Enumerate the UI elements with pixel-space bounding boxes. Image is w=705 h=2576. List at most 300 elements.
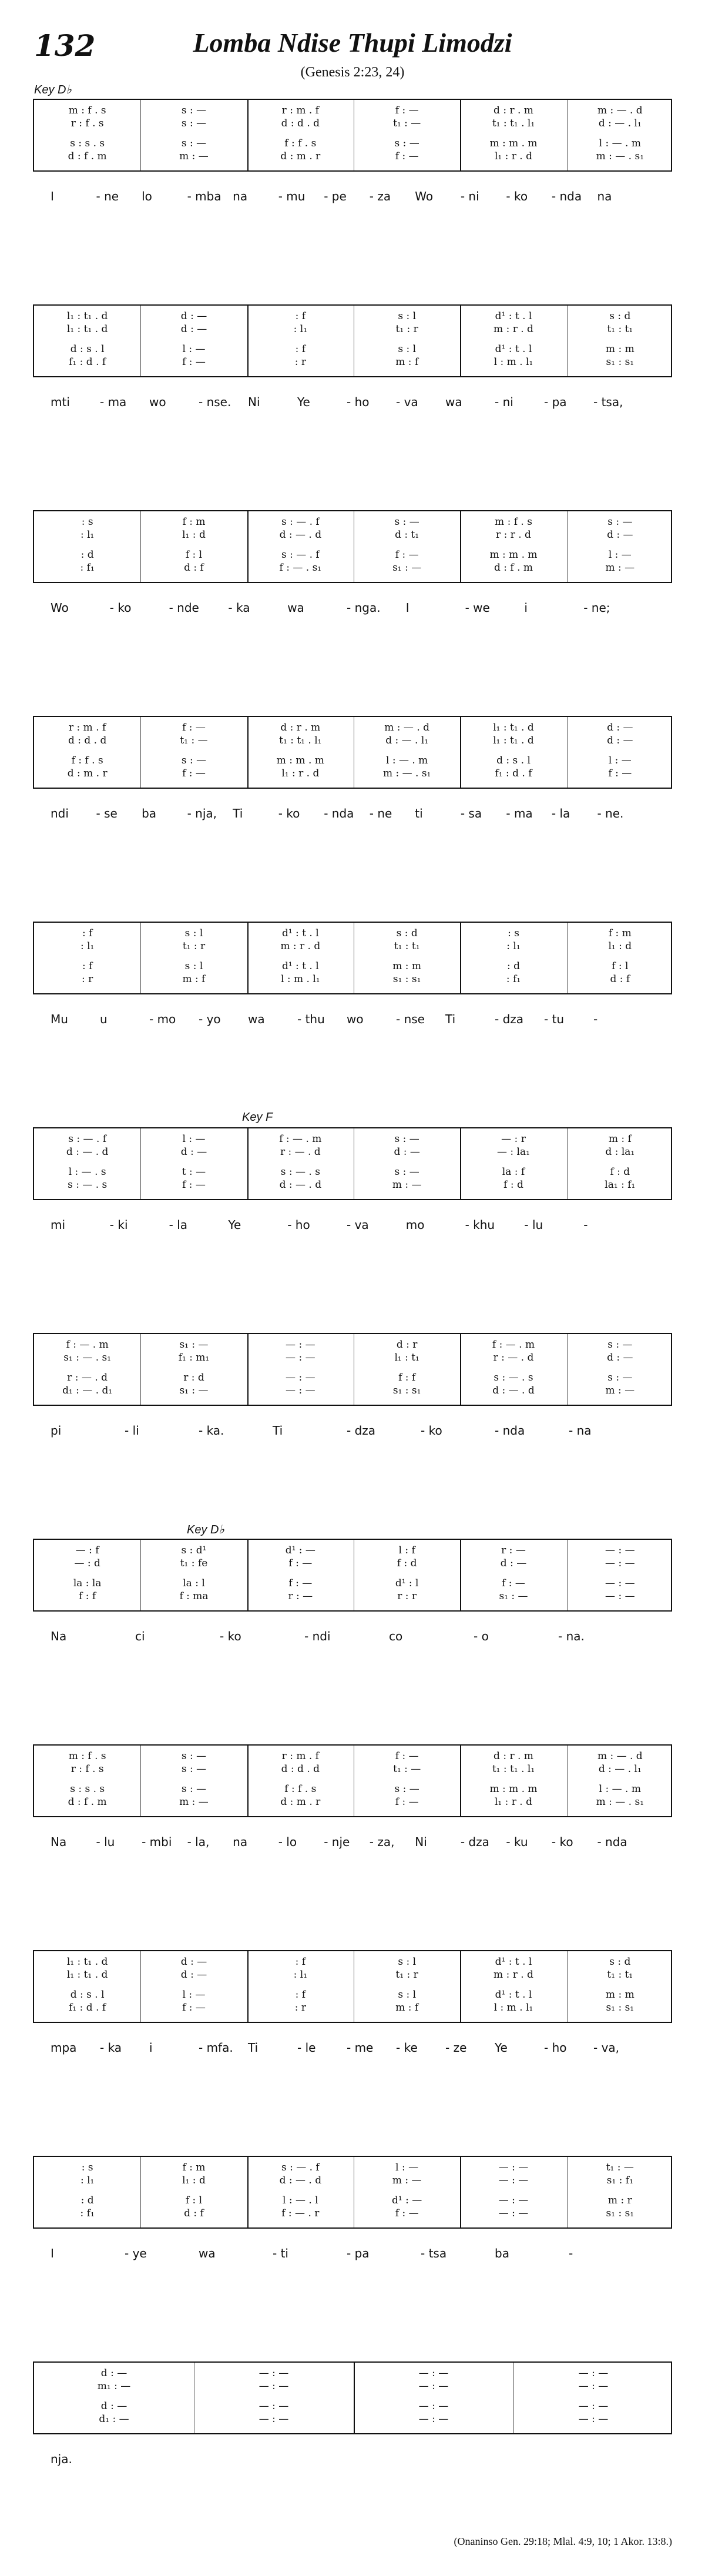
solfa-cell: — : — xyxy=(418,2380,449,2392)
solfa-cell: t₁ : — xyxy=(606,2162,634,2173)
lyric-syllable: - ku xyxy=(506,1835,528,1849)
solfa-cell: s₁ : s₁ xyxy=(606,356,634,368)
solfa-cell: d : — . d xyxy=(279,1179,322,1191)
solfa-cell: d : — xyxy=(180,1969,207,1981)
solfa-cell: m : — . d xyxy=(384,722,430,733)
solfa-cell: — : — xyxy=(578,2380,609,2392)
solfa-cell: — : — xyxy=(418,2413,449,2425)
lyric-syllable: - za, xyxy=(369,1835,395,1849)
solfa-cell: s : — xyxy=(607,1372,633,1384)
solfa-cell: m : — . s₁ xyxy=(596,1796,644,1808)
solfa-cell: — : — xyxy=(418,2400,449,2412)
solfa-cell: f : l xyxy=(185,2195,203,2206)
lyric-syllable: lo xyxy=(142,189,152,203)
music-system xyxy=(33,510,672,583)
solfa-cell: s₁ : s₁ xyxy=(392,973,421,985)
solfa-cell: s : — . f xyxy=(281,516,320,528)
solfa-cell: : f xyxy=(82,960,93,972)
lyric-syllable: mti xyxy=(51,395,70,409)
voice-row xyxy=(34,2002,671,2015)
solfa-cell: l₁ : d xyxy=(182,2175,206,2186)
solfa-cell: s : — xyxy=(607,516,633,528)
solfa-cell: s : — . f xyxy=(281,2162,320,2173)
solfa-cell: d : f . m xyxy=(68,1796,107,1808)
lyric-syllable: - ko xyxy=(421,1423,442,1438)
solfa-cell: t₁ : — xyxy=(180,735,208,746)
solfa-cell: d¹ : t . l xyxy=(281,960,319,972)
lyric-syllable: Ye xyxy=(495,2041,508,2055)
solfa-cell: s₁ : s₁ xyxy=(392,1385,421,1396)
solfa-cell: f₁ : d . f xyxy=(495,768,532,779)
lyric-syllable: - la xyxy=(551,806,570,820)
lyrics-line xyxy=(33,2452,672,2472)
lyric-syllable: - pe xyxy=(324,189,347,203)
solfa-cell: l₁ : t₁ . d xyxy=(493,735,534,746)
solfa-cell: — : — xyxy=(286,1352,315,1364)
voice-row xyxy=(34,2380,671,2393)
solfa-cell: l : — xyxy=(608,755,632,766)
solfa-cell: : f₁ xyxy=(80,2207,95,2219)
solfa-cell: f : — . r xyxy=(281,2207,320,2219)
solfa-cell: m : r . d xyxy=(494,1969,533,1981)
solfa-cell: f : f . s xyxy=(284,1783,317,1795)
solfa-cell: d : m . r xyxy=(280,1796,321,1808)
music-system xyxy=(33,1333,672,1406)
lyric-syllable: - o xyxy=(474,1629,489,1643)
solfa-cell: t₁ : r xyxy=(395,323,418,335)
solfa-cell: s : — xyxy=(181,755,207,766)
solfa-cell: f : — xyxy=(182,722,206,733)
lyric-syllable: - pa xyxy=(347,2246,370,2260)
solfa-cell: f : — xyxy=(395,2207,419,2219)
solfa-cell: d : — xyxy=(607,722,633,733)
lyric-syllable: - ke xyxy=(396,2041,418,2055)
solfa-cell: f₁ : d . f xyxy=(69,2002,106,2014)
solfa-cell: : f xyxy=(295,310,306,322)
voice-row xyxy=(34,562,671,575)
solfa-cell: t₁ : t₁ xyxy=(607,323,633,335)
solfa-cell: — : — xyxy=(286,1339,315,1351)
lyric-syllable: co xyxy=(389,1629,403,1643)
solfa-cell: m : f . s xyxy=(495,516,532,528)
lyric-syllable: Ti xyxy=(273,1423,283,1438)
solfa-cell: s : l xyxy=(184,960,203,972)
solfa-cell: l₁ : r . d xyxy=(494,1796,532,1808)
lyric-syllable: - ho xyxy=(347,395,370,409)
solfa-cell: s : d¹ xyxy=(181,1545,207,1556)
solfa-cell: s : s . s xyxy=(70,1783,105,1795)
solfa-cell: m : f xyxy=(395,356,419,368)
voice-row xyxy=(34,1179,671,1192)
lyric-syllable: Ti xyxy=(248,2041,258,2055)
lyric-syllable: wa xyxy=(199,2246,216,2260)
solfa-cell: s : l xyxy=(398,310,417,322)
voice-row xyxy=(34,1577,671,1590)
lyric-syllable: - lu xyxy=(96,1835,115,1849)
lyric-syllable: wo xyxy=(149,395,166,409)
solfa-cell: l : — . s xyxy=(68,1166,106,1178)
lyric-syllable: - ni xyxy=(460,189,479,203)
lyric-syllable: - se xyxy=(96,806,118,820)
solfa-cell: : f₁ xyxy=(80,562,95,574)
voice-row xyxy=(34,1956,671,1969)
lyric-syllable: mo xyxy=(405,1218,425,1232)
lyric-syllable: - ne xyxy=(96,189,119,203)
lyric-syllable: - ko xyxy=(551,1835,573,1849)
solfa-cell: d : — xyxy=(180,310,207,322)
lyric-syllable: Wo xyxy=(415,189,434,203)
lyric-syllable: - xyxy=(583,1218,588,1232)
solfa-cell: : s xyxy=(81,516,93,528)
solfa-cell: f : — . m xyxy=(492,1339,535,1351)
voice-row xyxy=(34,1352,671,1365)
solfa-cell: l₁ : t₁ . d xyxy=(66,1956,108,1968)
solfa-cell: : f xyxy=(295,1956,306,1968)
solfa-cell: — : — xyxy=(286,1385,315,1396)
solfa-cell: d : — xyxy=(394,1146,420,1158)
solfa-cell: s : — xyxy=(181,1763,207,1775)
lyric-syllable: - nse. xyxy=(199,395,231,409)
solfa-cell: — : — xyxy=(258,2413,289,2425)
solfa-cell: la : l xyxy=(183,1577,205,1589)
lyric-syllable: Ye xyxy=(297,395,310,409)
music-system xyxy=(33,922,672,994)
solfa-cell: — : — xyxy=(258,2367,289,2379)
solfa-cell: : l₁ xyxy=(293,1969,308,1981)
lyrics-line xyxy=(33,1629,672,1649)
lyric-syllable: - nda xyxy=(495,1423,525,1438)
lyric-syllable: - nde xyxy=(169,601,199,615)
lyric-syllable: - ki xyxy=(109,1218,128,1232)
voice-row xyxy=(34,2162,671,2175)
solfa-cell: s : s . s xyxy=(70,138,105,149)
solfa-cell: f : f xyxy=(79,1590,96,1602)
lyrics-line xyxy=(33,1835,672,1855)
solfa-cell: m : m . m xyxy=(489,138,538,149)
solfa-cell: d : f xyxy=(184,2207,204,2219)
solfa-cell: s₁ : — xyxy=(179,1385,209,1396)
lyric-syllable: Ni xyxy=(415,1835,427,1849)
lyric-syllable: Ti xyxy=(233,806,243,820)
voice-row xyxy=(34,1763,671,1776)
solfa-cell: : r xyxy=(82,973,93,985)
solfa-cell: s₁ : — xyxy=(179,1339,209,1351)
lyric-syllable: - thu xyxy=(297,1012,325,1026)
lyric-syllable: - za xyxy=(369,189,391,203)
solfa-cell: l : — xyxy=(182,1133,206,1145)
solfa-cell: s : l xyxy=(398,1989,417,2001)
solfa-cell: l₁ : r . d xyxy=(494,150,532,162)
voice-row xyxy=(34,1796,671,1809)
solfa-cell: m : — xyxy=(392,1179,422,1191)
voice-row xyxy=(34,343,671,356)
solfa-cell: s : — xyxy=(181,138,207,149)
voice-row xyxy=(34,768,671,780)
solfa-cell: f₁ : m₁ xyxy=(178,1352,210,1364)
solfa-cell: f : l xyxy=(185,549,203,561)
lyric-syllable: mpa xyxy=(51,2041,77,2055)
lyric-syllable: - mfa. xyxy=(199,2041,233,2055)
footer-references: (Onaninso Gen. 29:18; Mlal. 4:9, 10; 1 Akor. 13:8.) xyxy=(454,2535,672,2547)
voice-row xyxy=(34,1783,671,1796)
solfa-cell: m : r . d xyxy=(494,323,533,335)
solfa-cell: l : — xyxy=(395,2162,419,2173)
solfa-cell: m : f xyxy=(395,2002,419,2014)
lyric-syllable: - ye xyxy=(125,2246,147,2260)
solfa-cell: d : — . d xyxy=(279,2175,322,2186)
solfa-cell: m : — . s₁ xyxy=(596,150,644,162)
solfa-cell: — : la₁ xyxy=(497,1146,530,1158)
solfa-cell: f : — xyxy=(182,2002,206,2014)
music-system xyxy=(33,99,672,172)
lyric-syllable: ba xyxy=(142,806,157,820)
lyric-syllable: - ka xyxy=(100,2041,122,2055)
music-system xyxy=(33,304,672,377)
solfa-cell: d¹ : — xyxy=(285,1545,315,1556)
solfa-cell: m : f . s xyxy=(68,105,106,116)
solfa-cell: d¹ : t . l xyxy=(495,310,532,322)
lyric-syllable: - ka. xyxy=(199,1423,224,1438)
solfa-cell: d₁ : — . d₁ xyxy=(62,1385,113,1396)
solfa-cell: f : — xyxy=(502,1577,525,1589)
lyric-syllable: - la, xyxy=(187,1835,210,1849)
lyric-syllable: - nda xyxy=(597,1835,627,1849)
solfa-cell: f : — xyxy=(395,1750,419,1762)
solfa-cell: f : — xyxy=(395,549,419,561)
solfa-cell: : l₁ xyxy=(80,940,95,952)
solfa-cell: f : — xyxy=(182,768,206,779)
solfa-cell: — : — xyxy=(498,2175,529,2186)
lyric-syllable: i xyxy=(149,2041,153,2055)
lyric-syllable: - dza xyxy=(495,1012,524,1026)
voice-row xyxy=(34,1146,671,1159)
solfa-cell: m : — xyxy=(179,150,209,162)
solfa-cell: l₁ : r . d xyxy=(281,768,320,779)
solfa-cell: s : — xyxy=(394,1166,419,1178)
solfa-cell: l₁ : t₁ . d xyxy=(66,310,108,322)
solfa-cell: d : f . m xyxy=(494,562,533,574)
solfa-cell: d : f xyxy=(610,973,630,985)
solfa-cell: s : d xyxy=(396,927,418,939)
solfa-cell: d : — . l₁ xyxy=(385,735,429,746)
lyric-syllable: - na xyxy=(569,1423,592,1438)
lyrics-line xyxy=(33,1012,672,1032)
solfa-cell: l : — . m xyxy=(599,1783,641,1795)
lyric-syllable: pi xyxy=(51,1423,62,1438)
solfa-cell: l : m . l₁ xyxy=(494,356,533,368)
lyric-syllable: - nja, xyxy=(187,806,217,820)
solfa-cell: l : m . l₁ xyxy=(494,2002,533,2014)
lyric-syllable: - nse xyxy=(396,1012,425,1026)
lyric-syllable: Wo xyxy=(51,601,69,615)
voice-row xyxy=(34,735,671,748)
solfa-cell: l₁ : t₁ . d xyxy=(66,1969,108,1981)
lyric-syllable: - nga. xyxy=(347,601,381,615)
solfa-cell: : l₁ xyxy=(506,940,521,952)
voice-row xyxy=(34,1750,671,1763)
solfa-cell: d¹ : — xyxy=(392,2195,422,2206)
lyric-syllable: - xyxy=(569,2246,573,2260)
lyric-syllable: - ma xyxy=(100,395,127,409)
lyric-syllable: na xyxy=(233,189,248,203)
solfa-cell: d : m . r xyxy=(67,768,108,779)
solfa-cell: d : — xyxy=(607,735,633,746)
lyric-syllable: - li xyxy=(125,1423,139,1438)
hymn-title: Lomba Ndise Thupi Limodzi xyxy=(193,28,512,58)
solfa-cell: s : l xyxy=(398,1956,417,1968)
solfa-cell: f : m xyxy=(182,516,206,528)
solfa-cell: s : — . s xyxy=(494,1372,533,1384)
lyric-syllable: - ndi xyxy=(304,1629,331,1643)
lyric-syllable: I xyxy=(51,2246,54,2260)
solfa-cell: : s xyxy=(81,2162,93,2173)
lyric-syllable: - ne. xyxy=(597,806,624,820)
lyric-syllable: wa xyxy=(248,1012,265,1026)
solfa-cell: s₁ : s₁ xyxy=(606,2207,634,2219)
voice-row xyxy=(34,2413,671,2426)
solfa-cell: f₁ : d . f xyxy=(69,356,106,368)
lyric-syllable: na xyxy=(597,189,612,203)
solfa-cell: s₁ : — . s₁ xyxy=(63,1352,112,1364)
lyric-syllable: Na xyxy=(51,1629,67,1643)
solfa-cell: t₁ : t₁ . l₁ xyxy=(279,735,322,746)
solfa-cell: — : — xyxy=(578,2367,609,2379)
voice-row xyxy=(34,973,671,986)
solfa-cell: d : d . d xyxy=(281,1763,320,1775)
lyric-syllable: - mu xyxy=(278,189,306,203)
lyric-syllable: - ze xyxy=(445,2041,467,2055)
solfa-cell: l : — . m xyxy=(599,138,641,149)
solfa-cell: s : — . s xyxy=(280,1166,320,1178)
solfa-cell: s : — xyxy=(394,138,419,149)
solfa-cell: f : d xyxy=(397,1557,417,1569)
lyric-syllable: - ho xyxy=(287,1218,310,1232)
solfa-cell: d : — xyxy=(607,1352,633,1364)
solfa-cell: d¹ : l xyxy=(395,1577,419,1589)
voice-row xyxy=(34,323,671,336)
solfa-cell: r : — . d xyxy=(493,1352,534,1364)
solfa-cell: : f₁ xyxy=(506,973,521,985)
voice-row xyxy=(34,150,671,163)
solfa-cell: m : — xyxy=(605,562,635,574)
solfa-cell: m : f xyxy=(608,1133,632,1145)
lyric-syllable: - ko xyxy=(220,1629,241,1643)
solfa-cell: : r xyxy=(294,2002,306,2014)
solfa-cell: m : m . m xyxy=(489,1783,538,1795)
solfa-cell: — : — xyxy=(258,2400,289,2412)
solfa-cell: s : d xyxy=(609,1956,631,1968)
solfa-cell: s : — . f xyxy=(68,1133,107,1145)
voice-row xyxy=(34,1590,671,1603)
solfa-cell: d : — xyxy=(607,529,633,541)
lyric-syllable: - lu xyxy=(524,1218,543,1232)
solfa-cell: s : — xyxy=(607,1339,633,1351)
solfa-cell: d₁ : — xyxy=(99,2413,129,2425)
solfa-cell: t₁ : — xyxy=(393,1763,421,1775)
solfa-cell: : l₁ xyxy=(80,2175,95,2186)
voice-row xyxy=(34,549,671,562)
solfa-cell: f : d xyxy=(610,1166,630,1178)
voice-row xyxy=(34,2400,671,2413)
lyric-syllable: - dza xyxy=(460,1835,489,1849)
lyrics-line xyxy=(33,189,672,209)
solfa-cell: s : — . f xyxy=(281,549,320,561)
lyric-syllable: Na xyxy=(51,1835,67,1849)
solfa-cell: d¹ : t . l xyxy=(495,343,532,355)
scripture-reference: (Genesis 2:23, 24) xyxy=(300,65,405,80)
music-system xyxy=(33,2361,672,2434)
solfa-cell: s : — xyxy=(181,118,207,129)
voice-row xyxy=(34,118,671,130)
lyric-syllable: ci xyxy=(135,1629,145,1643)
solfa-cell: s : l xyxy=(184,927,203,939)
voice-row xyxy=(34,2195,671,2207)
solfa-cell: d¹ : t . l xyxy=(281,927,319,939)
solfa-cell: r : m . f xyxy=(281,105,319,116)
solfa-cell: m₁ : — xyxy=(97,2380,131,2392)
voice-row xyxy=(34,356,671,369)
key-signature-label: Key D♭ xyxy=(187,1523,224,1536)
solfa-cell: r : — . d xyxy=(67,1372,108,1384)
voice-row xyxy=(34,516,671,529)
solfa-cell: d : — xyxy=(180,323,207,335)
lyric-syllable: Mu xyxy=(51,1012,68,1026)
solfa-cell: — : — xyxy=(498,2207,529,2219)
solfa-cell: : d xyxy=(80,2195,94,2206)
voice-row xyxy=(34,2367,671,2380)
solfa-cell: m : f . s xyxy=(68,1750,106,1762)
solfa-cell: f : — xyxy=(395,150,419,162)
lyric-syllable: - la xyxy=(169,1218,187,1232)
music-system xyxy=(33,2156,672,2229)
solfa-cell: : l₁ xyxy=(80,529,95,541)
solfa-cell: l : — xyxy=(182,1989,206,2001)
lyric-syllable: - lo xyxy=(278,1835,297,1849)
voice-row xyxy=(34,1166,671,1179)
music-system xyxy=(33,716,672,789)
solfa-cell: — : — xyxy=(605,1545,635,1556)
solfa-cell: d : — . d xyxy=(492,1385,535,1396)
solfa-cell: d : r xyxy=(396,1339,418,1351)
solfa-cell: — : — xyxy=(605,1557,635,1569)
voice-row xyxy=(34,940,671,953)
solfa-cell: r : — xyxy=(501,1545,526,1556)
solfa-cell: t₁ : t₁ xyxy=(607,1969,633,1981)
voice-row xyxy=(34,960,671,973)
solfa-cell: d¹ : t . l xyxy=(495,1989,532,2001)
lyric-syllable: - tsa xyxy=(421,2246,447,2260)
solfa-cell: : f xyxy=(295,343,306,355)
solfa-cell: s : — xyxy=(394,1133,419,1145)
lyric-syllable: - tsa, xyxy=(593,395,623,409)
lyric-syllable: - yo xyxy=(199,1012,221,1026)
solfa-cell: m : — . d xyxy=(597,1750,643,1762)
solfa-cell: m : m . m xyxy=(276,755,324,766)
solfa-cell: la : f xyxy=(502,1166,525,1178)
solfa-cell: m : r xyxy=(607,2195,632,2206)
solfa-cell: f : f . s xyxy=(284,138,317,149)
music-system xyxy=(33,1539,672,1612)
voice-row xyxy=(34,1545,671,1557)
lyric-syllable: - va xyxy=(396,395,418,409)
lyric-syllable: - me xyxy=(347,2041,374,2055)
lyric-syllable: wo xyxy=(347,1012,364,1026)
lyric-syllable: - ti xyxy=(273,2246,288,2260)
lyric-syllable: - pa xyxy=(544,395,567,409)
voice-row xyxy=(34,1133,671,1146)
voice-row xyxy=(34,2175,671,2188)
solfa-cell: — : — xyxy=(578,2413,609,2425)
